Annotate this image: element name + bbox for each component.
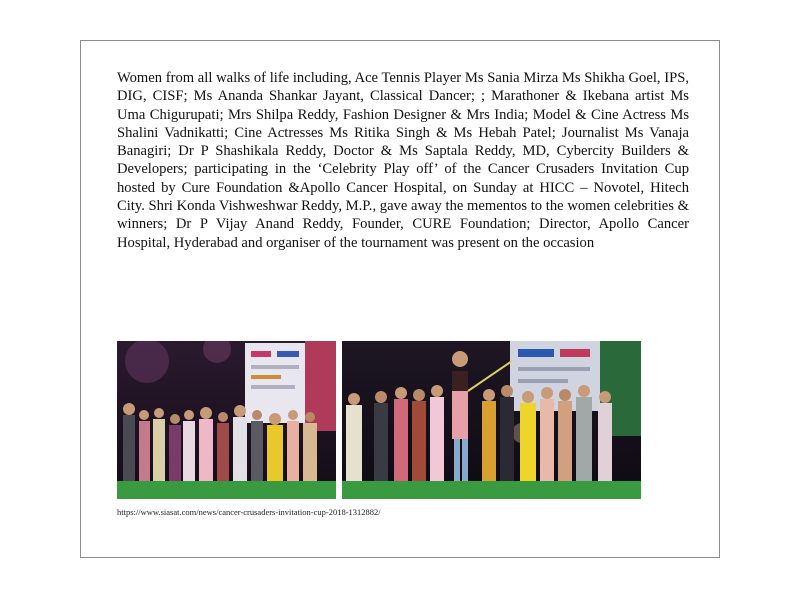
event-photo-group-left (117, 341, 336, 499)
article-caption: Women from all walks of life including, Ace Tennis Player Ms Sania Mirza Ms Shikha Goel, IPS, DIG, CISF; Ms Ananda Shankar Jayant, Classical Dancer; ; Marathoner & Ikebana artist Ms Uma Chigurupati; Mrs Shilpa Reddy, Fashion Designer & Mrs India; Model & Cine Actress Ms Shalini Vadnikatti; Cine Actresses Ms Ritika Singh & Ms Hebah Patel; Journalist Ms Vanaja Banagiri; Dr P Shashikala Reddy, Doctor & Ms Saptala Reddy, MD, Cybercity Builders & Developers; participating in the ‘Celebrity Play off’ of the Cancer Crusaders Invitation Cup hosted by Cure Foundation &Apollo Cancer Hospital, on Sunday at HICC – Novotel, Hitech City. Shri Konda Vishweshwar Reddy, M.P., gave away the mementos to the women celebrities & winners; Dr P Vijay Anand Reddy, Founder, CURE Foundation; Director, Apollo Cancer Hospital, Hyderabad and organiser of the tournament was present on the occasion (117, 70, 689, 251)
event-photo-group-right (342, 341, 641, 499)
source-url: https://www.siasat.com/news/cancer-crusaders-invitation-cup-2018-1312882/ (117, 507, 381, 517)
document-frame (80, 40, 720, 558)
